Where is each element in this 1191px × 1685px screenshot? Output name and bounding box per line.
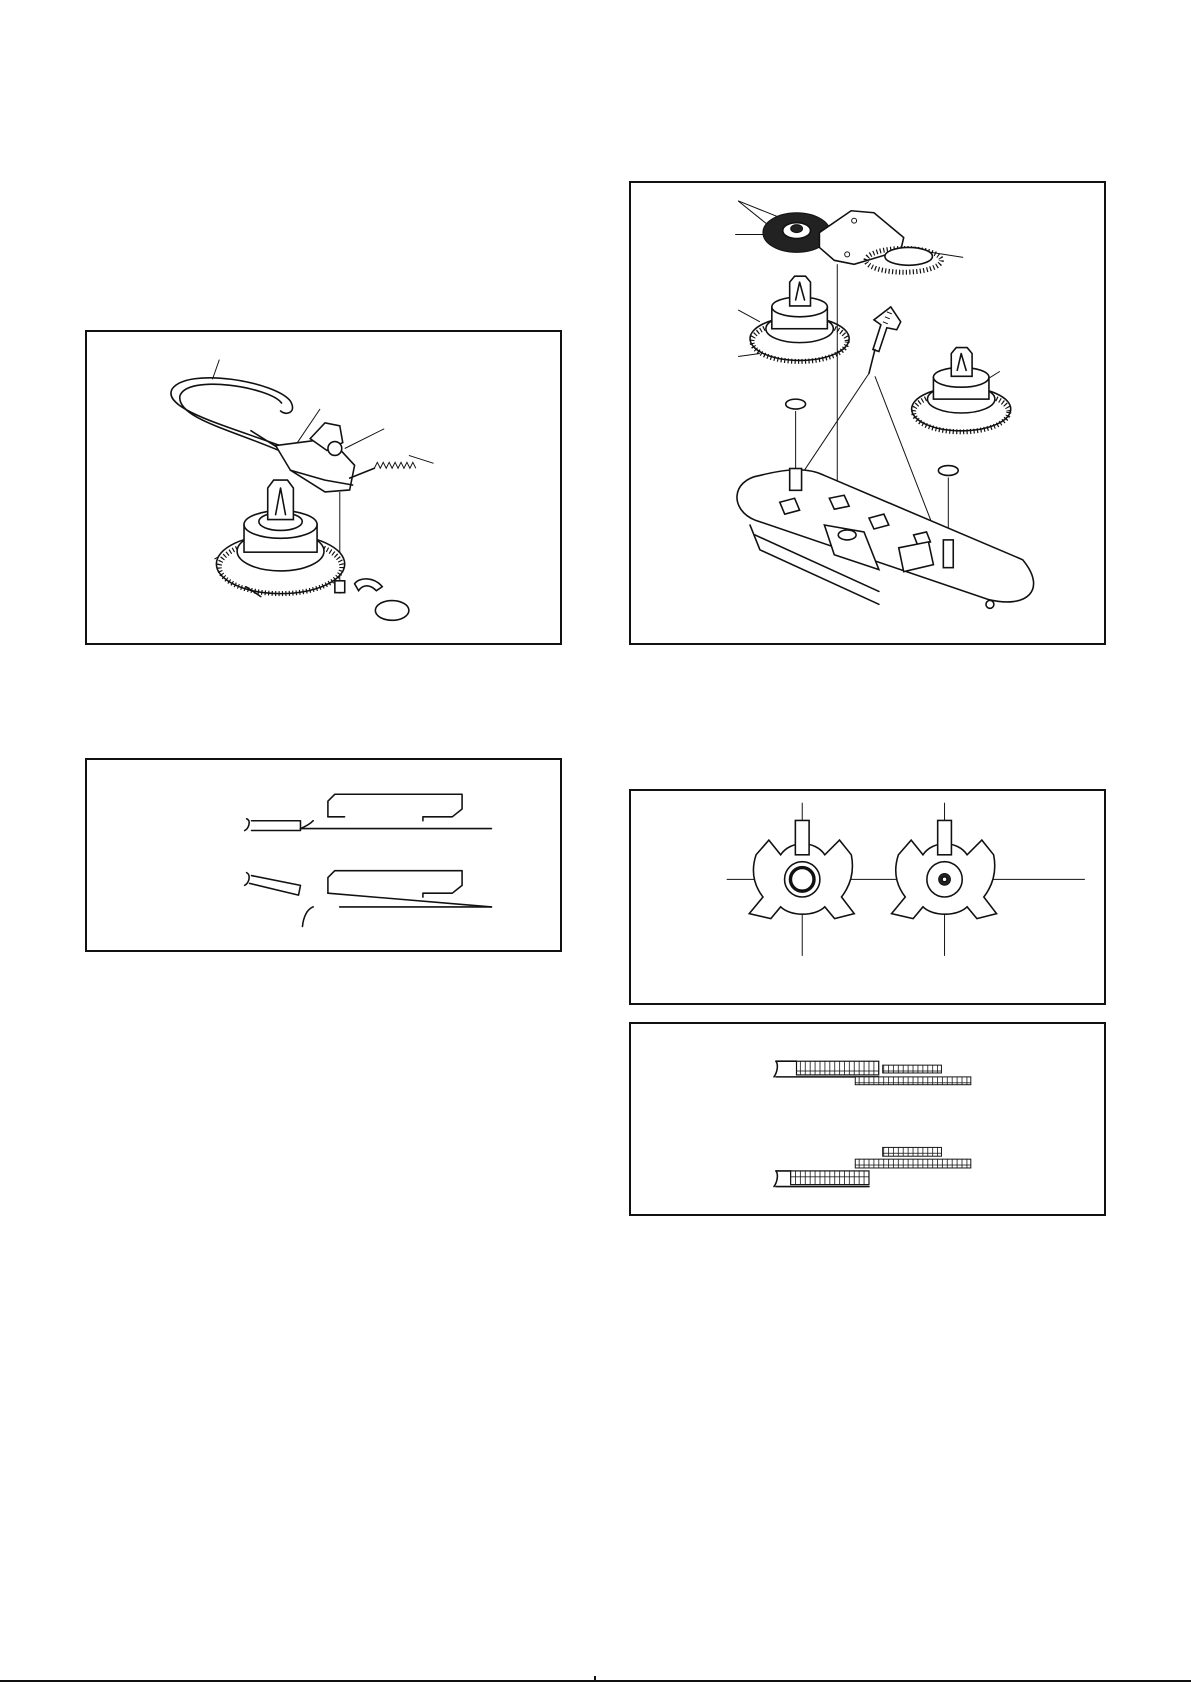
reel-hub-right: [892, 803, 997, 956]
figure-belt-engagement: [85, 758, 562, 952]
e-ring: [355, 579, 383, 591]
spring: [374, 462, 415, 468]
figure-gear-mesh: [629, 1022, 1106, 1216]
reel-alignment-drawing: [631, 791, 1104, 1003]
chassis: [737, 470, 1034, 602]
figure-reel-alignment: [629, 789, 1106, 1005]
belt-engagement-drawing: [87, 760, 560, 950]
gear-assembly-drawing: [631, 183, 1104, 643]
washer: [375, 601, 409, 621]
gear-mesh-drawing: [631, 1024, 1104, 1214]
page-bottom-border-tick: [594, 1676, 596, 1682]
figure-gear-assembly: [629, 181, 1106, 645]
screwdriver: [873, 307, 901, 352]
belt-lever-reel-drawing: [87, 332, 560, 643]
figure-belt-lever-reel-assembly: [85, 330, 562, 645]
